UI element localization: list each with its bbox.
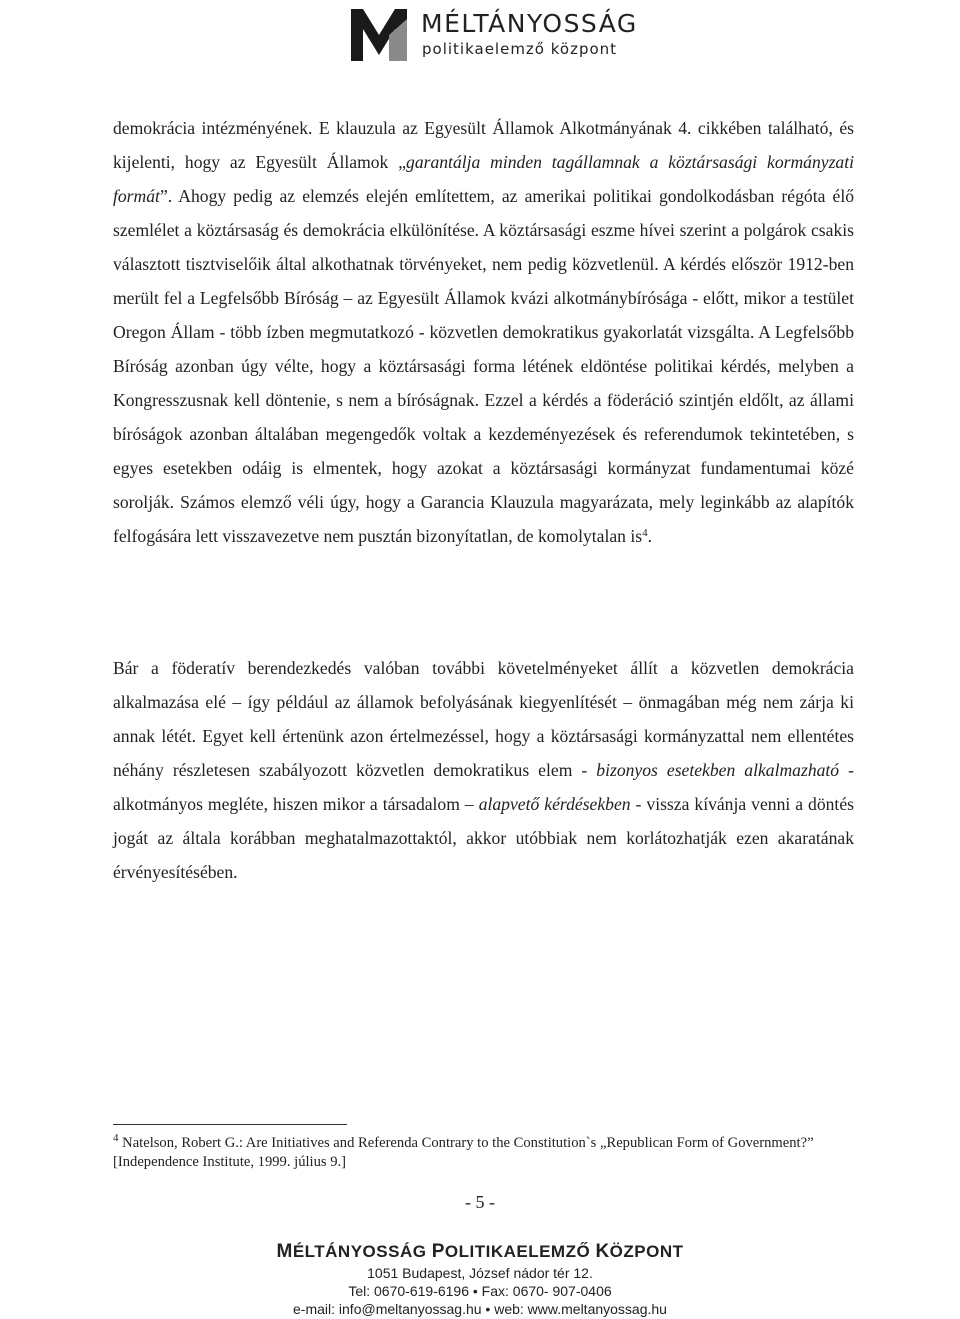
footer-phone: Tel: 0670-619-6196 • Fax: 0670- 907-0406 <box>348 1283 612 1299</box>
footer-address: 1051 Budapest, József nádor tér 12. <box>367 1265 593 1281</box>
footnote <box>113 1134 854 1172</box>
footnote-reference: 4 <box>642 527 648 539</box>
text-run: Bár a föderatív berendezkedés valóban további követelményeket állít a közvetlen demokrácia alkalmazása elé – így például az államok befolyásának kiegyenlítését – önmagában még nem zárja ki annak létét. Egyet kell értenünk azon értelmezéssel, hogy a köztársasági kormányzattal nem ellentétes néhány részletesen szabályozott közvetlen demokratikus elem - <box>113 658 854 780</box>
body-paragraph-1 <box>113 111 854 553</box>
footnote-text: Natelson, Robert G.: Are Initiatives and Referenda Contrary to the Constitution`s „Republican Form of Government?” [Independence Institute, 1999. július 9.] <box>113 1135 814 1170</box>
body-paragraph-2 <box>113 651 854 889</box>
logo-subtitle: politikaelemző központ <box>422 40 618 58</box>
text-run: . <box>647 526 652 546</box>
emphasis-text: garantálja minden tagállamnak a köztársasági kormányzati formát <box>113 152 854 206</box>
footnote-divider <box>113 1124 347 1125</box>
page-footer <box>0 1240 960 1318</box>
text-run: ”. Ahogy pedig az elemzés elején említettem, az amerikai politikai gondolkodásban régóta élő szemlélet a köztársaság és demokrácia elkülönítése. A köztársasági eszme hívei szerint a polgárok csakis választott tisztviselőik által alkothatnak törvényeket, nem pedig közvetlenül. A kérdés először 1912-ben merült fel a Legfelsőbb Bíróság – az Egyesült Államok kvázi alkotmánybírósága - előtt, mikor a testület Oregon Állam - több ízben megmutatkozó - közvetlen demokratikus gyakorlatát vizsgálta. A Legfelsőbb Bíróság azonban úgy vélte, hogy a köztársasági forma létének eldöntése politikai kérdés, melyben a Kongresszusnak kell döntenie, s nem a bíróságnak. Ezzel a kérdés a föderáció szintjén eldőlt, az állami bíróságok azonban általában megengedők voltak a kezdeményezések és referendumok tekintetében, s egyes esetekben odáig is elmentek, hogy azokat a köztársasági kormányzat fundamentumai közé sorolják. Számos elemző véli úgy, hogy a Garancia Klauzula magyarázata, mely leginkább az alapítók felfogására lett visszavezetve nem pusztán bizonyítatlan, de komolytalan is <box>113 186 854 546</box>
text-run: demokrácia intézményének. E klauzula az Egyesült Államok Alkotmányának 4. cikkében található, és kijelenti, hogy az Egyesült Államok „ <box>113 118 854 172</box>
footnote-marker: 4 <box>113 1132 119 1144</box>
logo-title: MÉLTÁNYOSSÁG <box>421 9 638 38</box>
page-header <box>0 0 960 70</box>
page-number: - 5 - <box>465 1192 495 1212</box>
footer-org-name: MÉLTÁNYOSSÁG POLITIKAELEMZŐ KÖZPONT <box>276 1241 684 1262</box>
emphasis-text: alapvető kérdésekben <box>478 794 631 814</box>
footer-contact: e-mail: info@meltanyossag.hu • web: www.meltanyossag.hu <box>293 1301 667 1317</box>
emphasis-text: bizonyos esetekben alkalmazható <box>596 760 840 780</box>
text-run: - vissza kívánja venni a döntés jogát az általa korábban meghatalmazottaktól, akkor utóbbiak nem korlátozhatják ezen akaratának érvényesítésében. <box>113 794 854 882</box>
meltanyossag-logo-icon <box>349 5 409 63</box>
text-run: - alkotmányos megléte, hiszen mikor a társadalom – <box>113 760 854 814</box>
